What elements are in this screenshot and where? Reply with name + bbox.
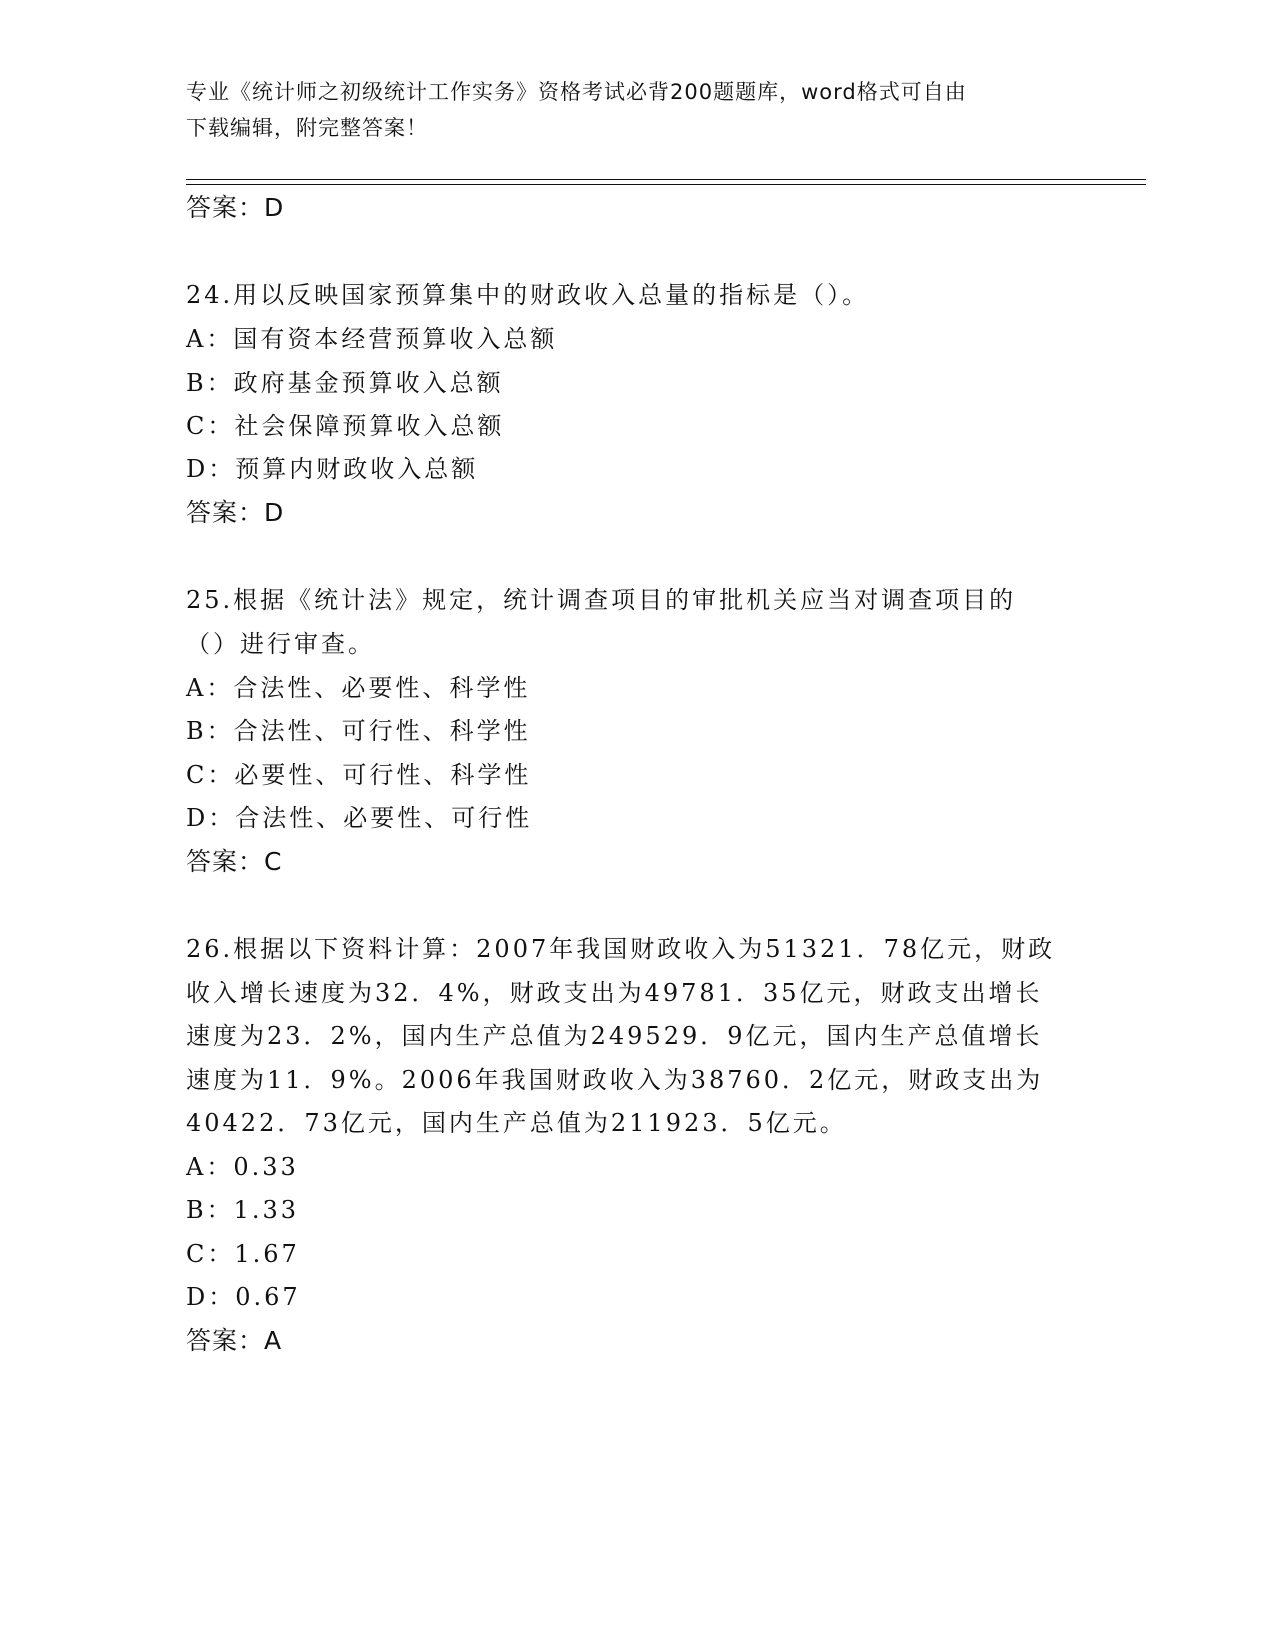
q25-option-d: D：合法性、必要性、可行性 [186,804,533,832]
q26-option-b: B：1.33 [186,1196,300,1224]
question-26-line-1: 26.根据以下资料计算：2007年我国财政收入为51321．78亿元，财政 [186,935,1056,963]
q24-answer: 答案：D [186,498,285,527]
question-26-line-5: 40422．73亿元，国内生产总值为211923．5亿元。 [186,1109,847,1137]
question-25-line-2: （）进行审查。 [186,630,375,658]
q25-option-a: A：合法性、必要性、科学性 [186,674,531,702]
question-25-line-1: 25.根据《统计法》规定，统计调查项目的审批机关应当对调查项目的 [186,586,1017,614]
answer-prev: 答案：D [186,193,285,222]
q24-option-b: B：政府基金预算收入总额 [186,369,504,397]
question-26-line-3: 速度为23．2%，国内生产总值为249529．9亿元，国内生产总值增长 [186,1022,1043,1050]
q26-answer: 答案：A [186,1326,283,1355]
q24-option-c: C：社会保障预算收入总额 [186,412,505,440]
header-line-1: 专业《统计师之初级统计工作实务》资格考试必背200题题库，word格式可自由 [186,80,967,104]
header-divider-bottom [186,184,1146,185]
q25-answer: 答案：C [186,847,283,876]
question-26-line-4: 速度为11．9%。2006年我国财政收入为38760．2亿元，财政支出为 [186,1066,1044,1094]
q26-option-a: A：0.33 [186,1153,299,1181]
q26-option-d: D：0.67 [186,1283,301,1311]
header-line-2: 下载编辑，附完整答案！ [186,116,428,140]
document-header [186,74,1066,146]
question-26-line-2: 收入增长速度为32．4%，财政支出为49781．35亿元，财政支出增长 [186,979,1043,1007]
q25-option-c: C：必要性、可行性、科学性 [186,761,532,789]
q24-option-a: A：国有资本经营预算收入总额 [186,325,558,353]
question-24: 24.用以反映国家预算集中的财政收入总量的指标是（）。 [186,281,870,309]
q24-option-d: D：预算内财政收入总额 [186,455,479,483]
header-divider-top [186,179,1146,180]
q25-option-b: B：合法性、可行性、科学性 [186,717,531,745]
q26-option-c: C：1.67 [186,1240,300,1268]
